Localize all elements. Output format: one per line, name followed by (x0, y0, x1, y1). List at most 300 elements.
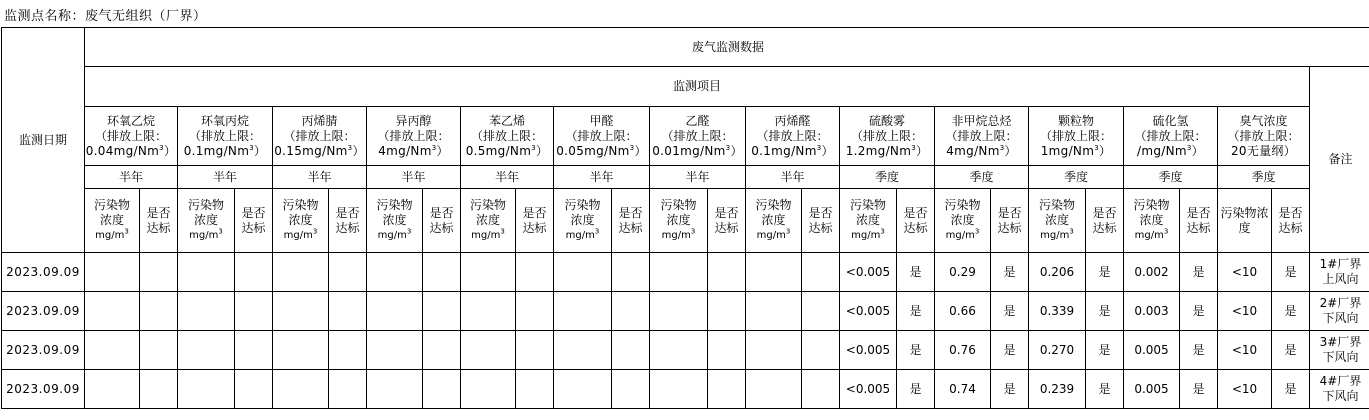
concentration-subheader (1029, 189, 1086, 253)
item-unit-text: 0.5mg/Nm (465, 143, 532, 158)
unit-close-paren: ） (163, 143, 177, 158)
concentration-value: <0.005 (840, 292, 897, 331)
empty-cell (612, 370, 650, 409)
empty-cell (461, 370, 516, 409)
concentration-value: 0.239 (1029, 370, 1086, 409)
empty-cell (802, 253, 840, 292)
concentration-value: <0.005 (840, 370, 897, 409)
empty-cell (235, 292, 273, 331)
items-header-row (2, 67, 1369, 107)
empty-cell (329, 292, 367, 331)
concentration-label-2: 浓度 (193, 213, 218, 227)
compliance-value: 是 (897, 292, 935, 331)
concentration-unit (554, 228, 611, 243)
concentration-value: <10 (1218, 253, 1272, 292)
empty-cell (235, 370, 273, 409)
item-limit: （排放上限： (94, 128, 167, 143)
empty-cell (178, 370, 235, 409)
unit-close-paren: ） (1191, 143, 1204, 158)
empty-cell (516, 370, 554, 409)
frequency-cell: 季度 (1029, 166, 1124, 189)
unit-superscript: 3 (159, 143, 164, 152)
frequency-cell: 季度 (1124, 166, 1218, 189)
concentration-value: 0.005 (1124, 370, 1180, 409)
empty-cell (273, 331, 329, 370)
concentration-label-2: 浓度 (950, 213, 975, 227)
compliance-subheader: 是否达标 (897, 189, 935, 253)
empty-cell (140, 253, 178, 292)
frequency-cell: 半年 (650, 166, 746, 189)
concentration-unit (461, 228, 515, 243)
concentration-label-2: 浓度 (382, 213, 407, 227)
monitoring-items-header: 监测项目 (85, 67, 1310, 107)
concentration-subheader (554, 189, 612, 253)
empty-cell (612, 331, 650, 370)
concentration-value: 0.206 (1029, 253, 1086, 292)
unit-close-paren: ） (253, 143, 267, 158)
item-limit: （排放上限： (470, 128, 543, 143)
table-row (2, 331, 1369, 370)
compliance-subheader: 是否达标 (235, 189, 273, 253)
concentration-value: <10 (1218, 292, 1272, 331)
item-unit-text: /mg/Nm (1137, 143, 1187, 158)
item-header-cell (650, 107, 746, 166)
item-header-cell (554, 107, 650, 166)
compliance-subheader: 是否达标 (423, 189, 461, 253)
concentration-value: <10 (1218, 370, 1272, 409)
item-name: 苯乙烯 (488, 113, 525, 128)
item-header-cell (1124, 107, 1218, 166)
unit-superscript: 3 (531, 143, 536, 152)
concentration-unit (746, 228, 801, 243)
unit-superscript: 3 (785, 227, 791, 236)
concentration-label-2: 浓度 (1139, 213, 1164, 227)
concentration-unit (178, 228, 234, 243)
empty-cell (85, 292, 140, 331)
unit-superscript: 3 (629, 143, 635, 152)
items-row (2, 107, 1369, 166)
item-limit: （排放上限： (945, 128, 1018, 143)
item-header-cell (85, 107, 178, 166)
date-column-header: 监测日期 (2, 28, 85, 253)
concentration-subheader (178, 189, 235, 253)
frequency-cell: 半年 (178, 166, 273, 189)
unit-superscript: 3 (347, 143, 353, 152)
unit-superscript: 3 (124, 227, 129, 236)
empty-cell (367, 292, 423, 331)
table-title: 废气监测数据 (85, 28, 1369, 67)
concentration-subheader (85, 189, 140, 253)
item-limit: （排放上限： (1134, 128, 1207, 143)
empty-cell (650, 292, 708, 331)
empty-cell (554, 292, 612, 331)
item-name: 颗粒物 (1057, 113, 1094, 128)
empty-cell (802, 370, 840, 409)
empty-cell (423, 331, 461, 370)
compliance-value: 是 (991, 331, 1029, 370)
concentration-value: 0.005 (1124, 331, 1180, 370)
item-unit-text: 0.1mg/Nm (751, 143, 817, 158)
unit-superscript: 3 (312, 227, 318, 236)
compliance-value: 是 (1272, 292, 1310, 331)
empty-cell (461, 292, 516, 331)
concentration-unit (367, 228, 422, 243)
odor-concentration-label: 污染物浓度 (1220, 205, 1269, 235)
unit-superscript: 3 (1163, 227, 1169, 236)
concentration-value: 0.270 (1029, 331, 1086, 370)
empty-cell (329, 253, 367, 292)
compliance-value: 是 (1086, 370, 1124, 409)
empty-cell (708, 292, 746, 331)
unit-superscript: 3 (690, 227, 696, 236)
item-unit-text: 0.15mg/Nm (274, 143, 348, 158)
unit-close-paren: ） (730, 143, 743, 158)
compliance-value: 是 (897, 253, 935, 292)
empty-cell (746, 370, 802, 409)
remark-wind: 下风向 (1322, 350, 1359, 364)
item-name: 乙醛 (685, 113, 710, 128)
empty-cell (461, 253, 516, 292)
date-cell: 2023.09.09 (2, 370, 85, 409)
empty-cell (650, 253, 708, 292)
remark-cell (1310, 253, 1369, 292)
empty-cell (516, 331, 554, 370)
frequency-cell: 半年 (367, 166, 461, 189)
concentration-value: 0.76 (935, 331, 991, 370)
item-unit-text: 0.05mg/Nm (556, 143, 630, 158)
concentration-unit (935, 228, 990, 243)
unit-close-paren: ） (915, 143, 929, 158)
date-cell: 2023.09.09 (2, 292, 85, 331)
remark-cell (1310, 370, 1369, 409)
remark-wind: 上风向 (1322, 272, 1359, 286)
frequency-row (2, 166, 1369, 189)
concentration-subheader (650, 189, 708, 253)
empty-cell (367, 253, 423, 292)
concentration-unit-text: mg/m (95, 230, 125, 241)
empty-cell (273, 370, 329, 409)
frequency-cell: 半年 (85, 166, 178, 189)
item-limit: （排放上限： (1039, 128, 1112, 143)
compliance-value: 是 (1180, 292, 1218, 331)
item-name: 丙烯醛 (774, 113, 811, 128)
concentration-subheader (746, 189, 802, 253)
item-header-cell (461, 107, 554, 166)
unit-superscript: 3 (249, 143, 254, 152)
item-limit: （排放上限： (283, 128, 356, 143)
unit-close-paren: ） (535, 143, 549, 158)
frequency-cell: 半年 (461, 166, 554, 189)
compliance-value: 是 (1180, 253, 1218, 292)
compliance-value: 是 (1180, 331, 1218, 370)
concentration-label-2: 浓度 (288, 213, 313, 227)
empty-cell (516, 253, 554, 292)
remark-point: 4#厂界 (1319, 374, 1362, 388)
item-name: 丙烯腈 (301, 113, 338, 128)
compliance-subheader: 是否达标 (612, 189, 650, 253)
empty-cell (140, 370, 178, 409)
empty-cell (461, 331, 516, 370)
item-limit: （排放上限： (565, 128, 638, 143)
concentration-label-2: 浓度 (570, 213, 595, 227)
item-limit: （排放上限： (661, 128, 734, 143)
compliance-value: 是 (1272, 370, 1310, 409)
compliance-subheader: 是否达标 (991, 189, 1029, 253)
item-unit (840, 144, 934, 159)
concentration-label-1: 污染物 (660, 198, 697, 212)
unit-superscript: 3 (725, 143, 731, 152)
empty-cell (273, 253, 329, 292)
empty-cell (802, 292, 840, 331)
concentration-unit-text: mg/m (565, 230, 595, 241)
item-unit (367, 144, 460, 159)
unit-superscript: 3 (1186, 143, 1192, 152)
empty-cell (554, 370, 612, 409)
concentration-subheader (273, 189, 329, 253)
empty-cell (178, 331, 235, 370)
concentration-label-1: 污染物 (849, 198, 886, 212)
unit-superscript: 3 (500, 227, 505, 236)
item-unit-text: 1.2mg/Nm (845, 143, 912, 158)
item-unit (1218, 144, 1309, 159)
concentration-unit (85, 228, 139, 243)
monitoring-site-label: 监测点名称：废气无组织（厂界） (4, 9, 207, 24)
item-unit (178, 144, 272, 159)
unit-superscript: 3 (218, 227, 223, 236)
frequency-cell: 半年 (273, 166, 367, 189)
concentration-label-2: 浓度 (99, 213, 124, 227)
subheader-row (2, 189, 1369, 253)
item-name: 环氧乙烷 (106, 113, 155, 128)
remark-wind: 下风向 (1322, 389, 1359, 403)
unit-superscript: 3 (974, 227, 980, 236)
item-limit: （排放上限： (1227, 128, 1300, 143)
item-header-cell (1218, 107, 1310, 166)
compliance-subheader: 是否达标 (1086, 189, 1124, 253)
item-name: 环氧丙烷 (200, 113, 249, 128)
empty-cell (423, 292, 461, 331)
concentration-unit (1124, 228, 1179, 243)
concentration-value: 0.66 (935, 292, 991, 331)
empty-cell (423, 370, 461, 409)
concentration-subheader (367, 189, 423, 253)
concentration-value: <0.005 (840, 331, 897, 370)
concentration-unit-text: mg/m (756, 230, 786, 241)
item-unit (935, 144, 1028, 159)
unit-close-paren: ） (634, 143, 647, 158)
compliance-value: 是 (991, 292, 1029, 331)
item-limit: （排放上限： (850, 128, 923, 143)
empty-cell (746, 292, 802, 331)
remark-point: 1#厂界 (1319, 257, 1362, 271)
empty-cell (746, 331, 802, 370)
remark-column-header: 备注 (1310, 67, 1369, 253)
item-unit-text: 4mg/Nm (946, 143, 1000, 158)
concentration-unit-text: mg/m (471, 230, 501, 241)
concentration-value: <10 (1218, 331, 1272, 370)
item-name: 硫酸雾 (868, 113, 905, 128)
concentration-label-1: 污染物 (93, 198, 130, 212)
concentration-label-2: 浓度 (666, 213, 691, 227)
empty-cell (554, 253, 612, 292)
frequency-cell: 季度 (840, 166, 935, 189)
table-row (2, 253, 1369, 292)
compliance-value: 是 (991, 370, 1029, 409)
concentration-unit (650, 228, 707, 243)
item-unit-text: 4mg/Nm (378, 143, 432, 158)
concentration-label-1: 污染物 (376, 198, 413, 212)
item-header-cell (840, 107, 935, 166)
unit-superscript: 3 (594, 227, 600, 236)
empty-cell (612, 253, 650, 292)
empty-cell (85, 331, 140, 370)
concentration-label-1: 污染物 (1133, 198, 1170, 212)
compliance-value: 是 (897, 331, 935, 370)
concentration-label-1: 污染物 (944, 198, 981, 212)
empty-cell (554, 331, 612, 370)
empty-cell (367, 331, 423, 370)
remark-point: 3#厂界 (1319, 335, 1362, 349)
concentration-unit-text: mg/m (945, 230, 975, 241)
empty-cell (650, 370, 708, 409)
item-unit (1029, 144, 1123, 159)
title-row (2, 28, 1369, 67)
concentration-value: 0.003 (1124, 292, 1180, 331)
compliance-value: 是 (1272, 253, 1310, 292)
exhaust-monitoring-table (1, 27, 1369, 409)
unit-superscript: 3 (816, 143, 822, 152)
unit-close-paren: ） (821, 143, 834, 158)
empty-cell (140, 292, 178, 331)
remark-wind: 下风向 (1322, 311, 1359, 325)
item-unit (554, 144, 649, 159)
concentration-value: 0.74 (935, 370, 991, 409)
item-unit (273, 144, 366, 159)
empty-cell (178, 292, 235, 331)
concentration-unit (840, 228, 896, 243)
empty-cell (329, 331, 367, 370)
unit-superscript: 3 (406, 227, 412, 236)
unit-superscript: 3 (1069, 227, 1074, 236)
item-unit-text: 0.1mg/Nm (183, 143, 250, 158)
compliance-value: 是 (1086, 253, 1124, 292)
empty-cell (650, 331, 708, 370)
unit-superscript: 3 (999, 143, 1005, 152)
concentration-label-2: 浓度 (855, 213, 880, 227)
empty-cell (708, 253, 746, 292)
concentration-label-1: 污染物 (1038, 198, 1075, 212)
item-name: 异丙醇 (395, 113, 432, 128)
date-cell: 2023.09.09 (2, 331, 85, 370)
empty-cell (802, 331, 840, 370)
concentration-value: 0.002 (1124, 253, 1180, 292)
item-name: 甲醛 (589, 113, 614, 128)
concentration-value: 0.29 (935, 253, 991, 292)
concentration-unit-text: mg/m (377, 230, 407, 241)
remark-cell (1310, 292, 1369, 331)
concentration-unit-text: mg/m (661, 230, 691, 241)
concentration-unit-text: mg/m (189, 230, 219, 241)
item-name: 硫化氢 (1152, 113, 1189, 128)
empty-cell (516, 292, 554, 331)
item-unit (650, 144, 745, 159)
item-unit-text: 1mg/Nm (1040, 143, 1095, 158)
item-limit: （排放上限： (188, 128, 261, 143)
concentration-subheader (935, 189, 991, 253)
frequency-cell: 季度 (935, 166, 1029, 189)
compliance-subheader: 是否达标 (140, 189, 178, 253)
empty-cell (140, 331, 178, 370)
unit-close-paren: ） (1004, 143, 1017, 158)
empty-cell (367, 370, 423, 409)
frequency-cell: 季度 (1218, 166, 1310, 189)
item-unit-text: 0.01mg/Nm (652, 143, 726, 158)
concentration-label-1: 污染物 (755, 198, 792, 212)
empty-cell (235, 331, 273, 370)
concentration-value: 0.339 (1029, 292, 1086, 331)
empty-cell (85, 370, 140, 409)
empty-cell (708, 331, 746, 370)
concentration-unit-text: mg/m (1040, 230, 1070, 241)
item-header-cell (1029, 107, 1124, 166)
compliance-value: 是 (897, 370, 935, 409)
concentration-subheader (840, 189, 897, 253)
compliance-value: 是 (991, 253, 1029, 292)
concentration-subheader (461, 189, 516, 253)
empty-cell (708, 370, 746, 409)
concentration-label-1: 污染物 (469, 198, 506, 212)
compliance-value: 是 (1180, 370, 1218, 409)
date-cell: 2023.09.09 (2, 253, 85, 292)
item-header-cell (178, 107, 273, 166)
compliance-subheader: 是否达标 (1180, 189, 1218, 253)
item-header-cell (935, 107, 1029, 166)
concentration-unit-text: mg/m (283, 230, 313, 241)
remark-point: 2#厂界 (1319, 296, 1362, 310)
concentration-label-1: 污染物 (187, 198, 224, 212)
item-limit: （排放上限： (756, 128, 829, 143)
empty-cell (329, 370, 367, 409)
empty-cell (423, 253, 461, 292)
concentration-label-2: 浓度 (1044, 213, 1069, 227)
concentration-label-2: 浓度 (761, 213, 786, 227)
concentration-subheader (1218, 189, 1272, 253)
frequency-cell: 半年 (746, 166, 840, 189)
concentration-unit (273, 228, 328, 243)
unit-close-paren: ） (352, 143, 365, 158)
empty-cell (273, 292, 329, 331)
item-header-cell (367, 107, 461, 166)
empty-cell (235, 253, 273, 292)
compliance-value: 是 (1086, 292, 1124, 331)
concentration-label-1: 污染物 (564, 198, 601, 212)
unit-close-paren: ） (436, 143, 449, 158)
concentration-unit-text: mg/m (851, 230, 881, 241)
unit-superscript: 3 (431, 143, 437, 152)
compliance-subheader: 是否达标 (802, 189, 840, 253)
unit-superscript: 3 (880, 227, 885, 236)
frequency-cell: 半年 (554, 166, 650, 189)
compliance-subheader: 是否达标 (1272, 189, 1310, 253)
concentration-label-2: 浓度 (475, 213, 500, 227)
empty-cell (746, 253, 802, 292)
compliance-subheader: 是否达标 (708, 189, 746, 253)
item-unit (1124, 144, 1217, 159)
table-row (2, 370, 1369, 409)
compliance-subheader: 是否达标 (516, 189, 554, 253)
item-header-cell (746, 107, 840, 166)
remark-cell (1310, 331, 1369, 370)
